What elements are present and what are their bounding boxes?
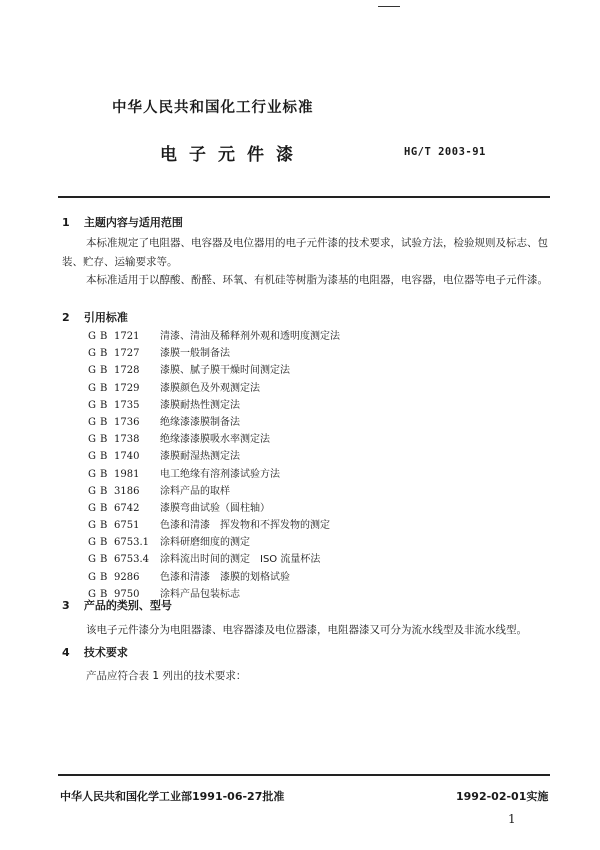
ref-title: 漆膜、腻子膜干燥时间测定法: [160, 365, 290, 377]
ref-prefix: GB: [88, 348, 112, 360]
ref-prefix: GB: [88, 485, 112, 497]
ref-number: 1740: [114, 451, 140, 463]
implementation-date: 1992-02-01实施: [456, 790, 549, 803]
ref-number: 9286: [114, 571, 140, 583]
ref-prefix: GB: [88, 451, 112, 463]
standard-code: HG/T 2003-91: [404, 146, 486, 158]
reference-item: [88, 414, 558, 431]
ref-title: 漆膜耐湿热测定法: [160, 451, 240, 463]
reference-item: [88, 500, 558, 517]
ref-number: 3186: [114, 485, 140, 497]
footer-divider: [58, 774, 550, 776]
ref-title: 绝缘漆漆膜吸水率测定法: [160, 434, 270, 446]
section-1-paragraph-2: 本标准适用于以醇酸、酚醛、环氧、有机硅等树脂为漆基的电阻器，电容器，电位器等电子元件漆。: [86, 274, 548, 286]
ref-title: 涂料研磨细度的测定: [160, 537, 250, 549]
ref-prefix: GB: [88, 382, 112, 394]
ref-prefix: GB: [88, 365, 112, 377]
ref-number: 6753.1: [114, 537, 149, 549]
reference-item: [88, 345, 558, 362]
ref-title: 漆膜一般制备法: [160, 348, 230, 360]
ref-prefix: GB: [88, 537, 112, 549]
ref-number: 1981: [114, 468, 140, 480]
org-title: 中华人民共和国化工行业标准: [112, 100, 314, 116]
reference-item: [88, 328, 558, 345]
section-2-number: 2: [62, 311, 70, 324]
reference-item: [88, 569, 558, 586]
ref-prefix: GB: [88, 502, 112, 514]
reference-item: [88, 448, 558, 465]
ref-title: 涂料产品包装标志: [160, 588, 240, 600]
ref-title: 漆膜耐热性测定法: [160, 399, 240, 411]
reference-item: [88, 397, 558, 414]
section-4-number: 4: [62, 646, 70, 659]
section-3-number: 3: [62, 599, 70, 612]
ref-prefix: GB: [88, 588, 112, 600]
ref-number: 9750: [114, 588, 140, 600]
section-1-title: 主题内容与适用范围: [83, 216, 183, 229]
section-4-title: 技术要求: [83, 646, 128, 659]
ref-number: 1728: [114, 365, 140, 377]
ref-title: 清漆、清油及稀释剂外观和透明度测定法: [160, 331, 340, 342]
ref-title: 漆膜弯曲试验（圆柱轴）: [160, 502, 270, 514]
ref-prefix: GB: [88, 399, 112, 411]
ref-prefix: GB: [88, 571, 112, 583]
section-1-number: 1: [62, 216, 70, 229]
ref-number: 6742: [114, 502, 140, 514]
reference-item: [88, 551, 558, 568]
header-divider: [58, 196, 550, 198]
reference-list: [88, 328, 558, 603]
reference-item: [88, 362, 558, 379]
ref-title: 色漆和清漆 漆膜的划格试验: [160, 571, 290, 583]
section-4-paragraph: 产品应符合表 1 列出的技术要求：: [86, 670, 247, 682]
ref-title: 色漆和清漆 挥发物和不挥发物的测定: [160, 520, 330, 532]
ref-title: 涂料流出时间的测定 ISO 流量杯法: [160, 554, 321, 566]
reference-item: [88, 483, 558, 500]
section-3-heading: [62, 597, 172, 613]
page-number: 1: [508, 812, 516, 826]
section-3-paragraph: 该电子元件漆分为电阻器漆、电容器漆及电位器漆，电阻器漆又可分为流水线型及非流水线型。: [86, 624, 527, 636]
ref-number: 6751: [114, 520, 140, 532]
section-3-title: 产品的类别、型号: [83, 599, 172, 612]
ref-prefix: GB: [88, 416, 112, 428]
ref-prefix: GB: [88, 434, 112, 446]
ref-number: 1736: [114, 416, 140, 428]
reference-item: [88, 534, 558, 551]
ref-title: 电工绝缘有溶剂漆试验方法: [160, 468, 280, 480]
approval-line: 中华人民共和国化学工业部1991-06-27批准: [60, 790, 285, 803]
ref-number: 1721: [114, 331, 140, 342]
reference-item: [88, 431, 558, 448]
ref-prefix: GB: [88, 520, 112, 532]
ref-prefix: GB: [88, 554, 112, 566]
ref-prefix: GB: [88, 331, 112, 342]
ref-number: 1729: [114, 382, 140, 394]
section-1-paragraph-1: 本标准规定了电阻器、电容器及电位器用的电子元件漆的技术要求，试验方法，检验规则及标志、包装、贮存、运输要求等。: [62, 237, 548, 268]
section-2-heading: [62, 309, 128, 325]
ref-number: 1727: [114, 348, 140, 360]
ref-title: 漆膜颜色及外观测定法: [160, 382, 260, 394]
reference-item: [88, 380, 558, 397]
section-4-heading: [62, 644, 128, 660]
top-edge-mark: [378, 6, 400, 7]
section-2-title: 引用标准: [83, 311, 128, 324]
ref-number: 6753.4: [114, 554, 149, 566]
reference-item: [88, 466, 558, 483]
doc-title: 电子元件漆: [160, 145, 305, 165]
ref-prefix: GB: [88, 468, 112, 480]
ref-number: 1735: [114, 399, 140, 411]
ref-number: 1738: [114, 434, 140, 446]
ref-title: 绝缘漆漆膜制备法: [160, 416, 240, 428]
reference-item: [88, 517, 558, 534]
section-1-heading: [62, 214, 183, 230]
ref-title: 涂料产品的取样: [160, 485, 230, 497]
